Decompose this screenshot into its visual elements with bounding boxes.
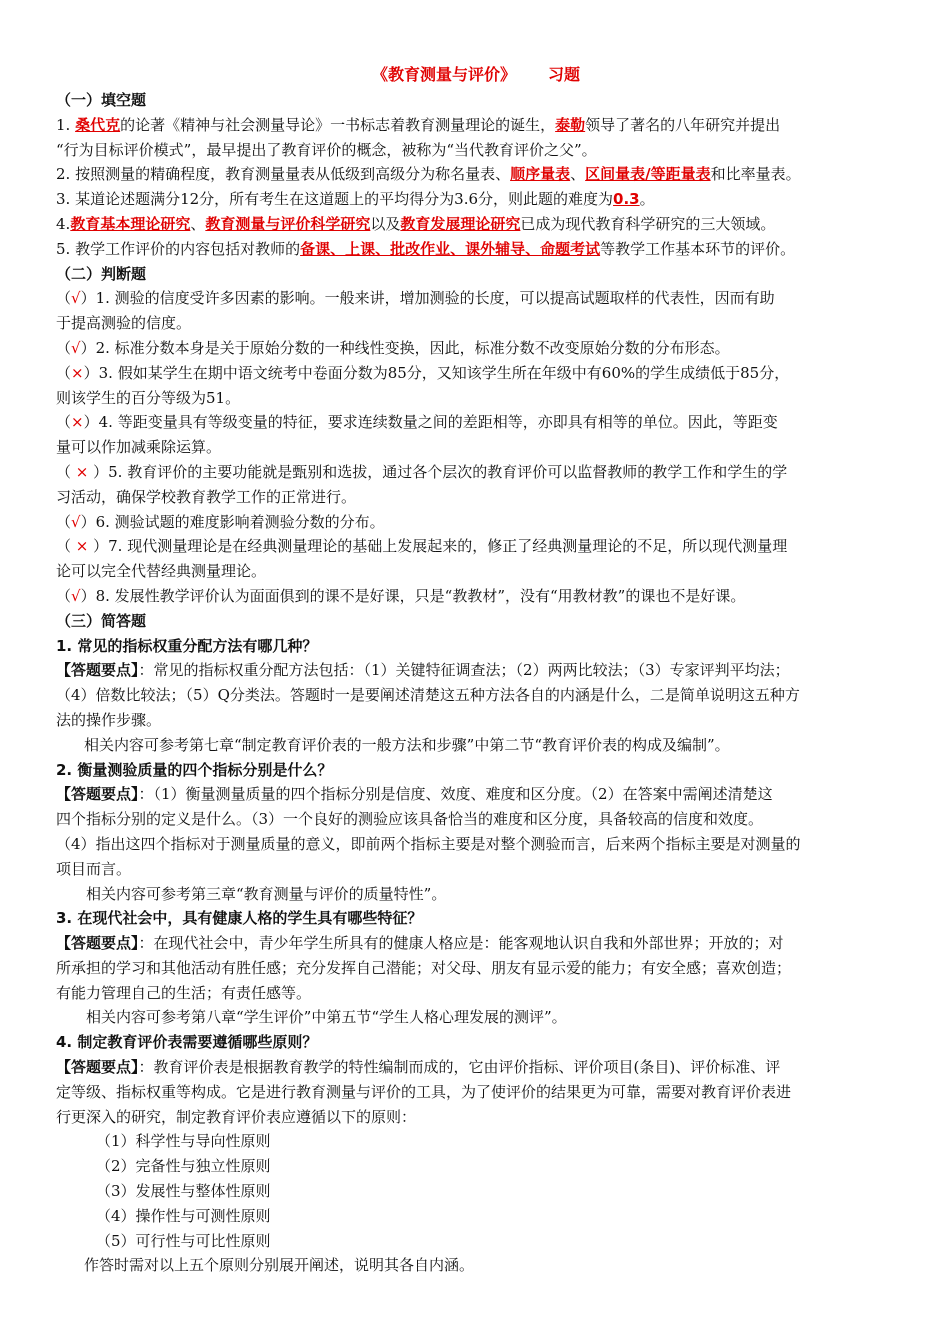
judge-item-cont: 习活动，确保学校教育教学工作的正常进行。 [56, 487, 357, 506]
answer-key-label: 【答题要点】 [56, 661, 139, 680]
check-mark: √ [71, 338, 81, 357]
short-question-1: 1. 常见的指标权重分配方法有哪几种？ [56, 636, 318, 655]
answer-line: （4）指出这四个指标对于测量质量的意义，即前两个指标主要是对整个测验而言，后来两个指标主要是对测量的 [56, 834, 801, 853]
fill-question-1-cont: “行为目标评价模式”，最早提出了教育评价的概念，被称为“当代教育评价之父”。 [56, 140, 597, 159]
section-judge-heading: （二）判断题 [56, 264, 147, 283]
answer-blank: 泰勒 [555, 115, 586, 134]
short-question-2: 2. 衡量测验质量的四个指标分别是什么？ [56, 760, 333, 779]
judge-item-cont: 量可以作加减乘除运算。 [56, 438, 222, 457]
principle-item: （4）操作性与可测性原则 [96, 1206, 271, 1225]
answer-line: 【答题要点】：常见的指标权重分配方法包括：（1）关键特征调查法；（2）两两比较法；（3）专家评判平均法； [56, 661, 790, 680]
judge-item: （×）4. 等距变量具有等级变量的特征，要求连续数量之间的差距相等，亦即具有相等的单位。因此，等距变 [56, 413, 778, 432]
answer-line: 定等级、指标权重等构成。它是进行教育测量与评价的工具，为了使评价的结果更为可靠，需要对教育评价表进 [56, 1082, 792, 1101]
section-short-heading: （三）简答题 [56, 611, 147, 630]
fill-question-2: 2. 按照测量的精确程度，教育测量量表从低级到高级分为称名量表、顺序量表、区间量表/等距量表和比率量表。 [56, 165, 801, 184]
principle-item: （1）科学性与导向性原则 [96, 1132, 271, 1151]
cross-mark: × [71, 413, 84, 432]
answer-line: 【答题要点】：（1）衡量测量质量的四个指标分别是信度、效度、难度和区分度。（2）在答案中需阐述清楚这 [56, 785, 773, 804]
answer-blank: 备课、上课、批改作业、课外辅导、命题考试 [300, 239, 601, 258]
title-sub: 习题 [548, 65, 581, 84]
judge-item: （√）1. 测验的信度受许多因素的影响。一般来讲，增加测验的长度，可以提高试题取样的代表性，因而有助 [56, 289, 775, 308]
judge-item-cont: 则该学生的百分等级为51。 [56, 388, 241, 407]
cross-mark: × [75, 462, 89, 481]
answer-key-label: 【答题要点】 [56, 934, 139, 953]
answer-line: 所承担的学习和其他活动有胜任感；充分发挥自己潜能；对父母、朋友有显示爱的能力；有安全感；喜欢创造； [56, 958, 792, 977]
answer-line: 法的操作步骤。 [56, 710, 162, 729]
section-fill-heading: （一）填空题 [56, 91, 147, 109]
reference-note: 相关内容可参考第三章“教育测量与评价的质量特性”。 [86, 884, 447, 903]
answer-line: （4）倍数比较法；（5）Q分类法。答题时一是要阐述清楚这五种方法各自的内涵是什么，二是简单说明这五种方 [56, 686, 800, 705]
answer-blank: 教育测量与评价科学研究 [205, 214, 371, 233]
answer-blank: 0.3 [613, 190, 640, 209]
closing-note: 作答时需对以上五个原则分别展开阐述，说明其各自内涵。 [84, 1256, 475, 1275]
check-mark: √ [71, 586, 81, 605]
answer-line: 【答题要点】：教育评价表是根据教育教学的特性编制而成的，它由评价指标、评价项目(条目)、评价标准、评 [56, 1058, 781, 1077]
short-question-4: 4. 制定教育评价表需要遵循哪些原则？ [56, 1033, 318, 1052]
judge-item: （√）2. 标准分数本身是关于原始分数的一种线性变换，因此，标准分数不改变原始分数的分布形态。 [56, 338, 730, 357]
answer-line: 有能力管理自己的生活；有责任感等。 [56, 983, 312, 1002]
fill-question-4: 4.教育基本理论研究、教育测量与评价科学研究以及教育发展理论研究已成为现代教育科学研究的三大领域。 [56, 214, 776, 233]
answer-blank: 教育基本理论研究 [70, 214, 191, 233]
judge-item: （×）3. 假如某学生在期中语文统考中卷面分数为85分，又知该学生所在年级中有60%的学生成绩低于85分， [56, 363, 790, 382]
principle-item: （5）可行性与可比性原则 [96, 1231, 271, 1250]
short-question-3: 3. 在现代社会中，具有健康人格的学生具有哪些特征？ [56, 909, 423, 928]
answer-line: 行更深入的研究，制定教育评价表应遵循以下的原则： [56, 1107, 417, 1126]
answer-blank: 桑代克 [75, 115, 121, 134]
reference-note: 相关内容可参考第七章“制定教育评价表的一般方法和步骤”中第二节“教育评价表的构成及编制”。 [84, 735, 730, 754]
document-page [56, 62, 896, 1278]
judge-item-cont: 论可以完全代替经典测量理论。 [56, 562, 267, 581]
check-mark: √ [71, 289, 81, 308]
judge-item: （√）6. 测验试题的难度影响着测验分数的分布。 [56, 512, 385, 531]
judge-item-cont: 于提高测验的信度。 [56, 314, 192, 333]
cross-mark: × [75, 537, 89, 556]
judge-item: （ × ）7. 现代测量理论是在经典测量理论的基础上发展起来的，修正了经典测量理论的不足，所以现代测量理 [56, 537, 788, 556]
answer-line: 四个指标分别的定义是什么。（3）一个良好的测验应该具备恰当的难度和区分度，具备较高的信度和效度。 [56, 810, 764, 829]
principle-item: （3）发展性与整体性原则 [96, 1182, 271, 1201]
fill-question-3: 3. 某道论述题满分12分，所有考生在这道题上的平均得分为3.6分，则此题的难度为0.3。 [56, 190, 655, 209]
answer-blank: 区间量表/等距量表 [585, 165, 711, 184]
judge-item: （ × ）5. 教育评价的主要功能就是甄别和选拔，通过各个层次的教育评价可以监督教师的教学工作和学生的学 [56, 462, 788, 481]
judge-item: （√）8. 发展性教学评价认为面面俱到的课不是好课，只是“教教材”，没有“用教材教”的课也不是好课。 [56, 586, 746, 605]
reference-note: 相关内容可参考第八章“学生评价”中第五节“学生人格心理发展的测评”。 [86, 1008, 567, 1027]
answer-line: 项目而言。 [56, 859, 132, 878]
judge-list [56, 286, 896, 608]
fill-question-1: 1. 桑代克的论著《精神与社会测量导论》一书标志着教育测量理论的诞生，泰勒领导了著名的八年研究并提出 [56, 115, 781, 134]
principle-item: （2）完备性与独立性原则 [96, 1157, 271, 1176]
fill-question-5: 5. 教学工作评价的内容包括对教师的备课、上课、批改作业、课外辅导、命题考试等教学工作基本环节的评价。 [56, 239, 796, 258]
answer-line: 【答题要点】：在现代社会中，青少年学生所具有的健康人格应是：能客观地认识自我和外部世界；开放的；对 [56, 934, 784, 953]
answer-key-label: 【答题要点】 [56, 1058, 139, 1077]
cross-mark: × [71, 363, 84, 382]
answer-key-label: 【答题要点】 [56, 785, 139, 804]
title-main: 《教育测量与评价》 [371, 65, 516, 84]
answer-blank: 顺序量表 [510, 165, 571, 184]
answer-blank: 教育发展理论研究 [400, 214, 521, 233]
check-mark: √ [71, 512, 81, 531]
document-title [56, 62, 896, 88]
